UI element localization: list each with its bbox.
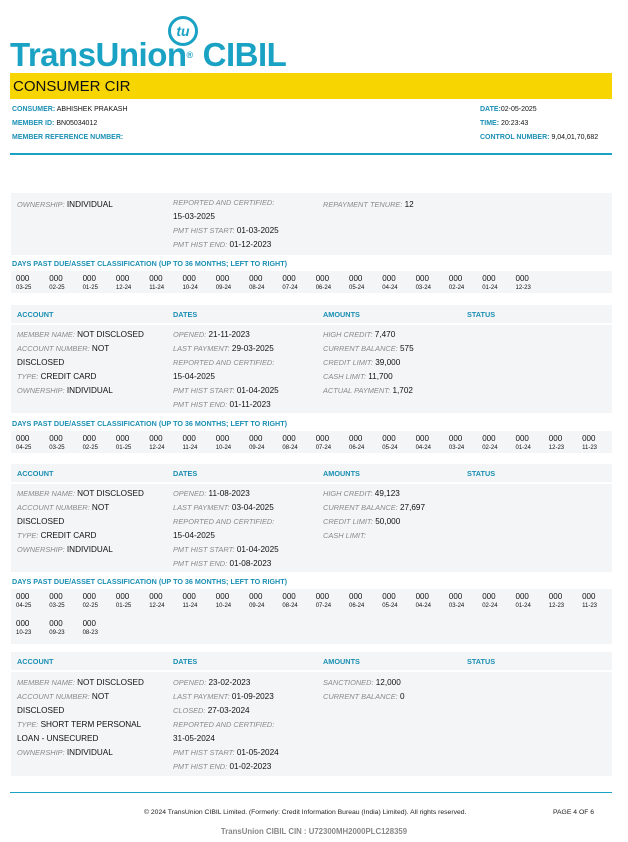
dpd-value: 000 <box>548 434 563 443</box>
dpd-month: 08-24 <box>249 285 265 291</box>
dpd-month: 06-24 <box>315 285 332 291</box>
dpd-value: 000 <box>215 274 230 283</box>
dpd-cell <box>216 592 246 611</box>
transunion-cibil-logo <box>10 14 300 73</box>
dpd-month: 06-24 <box>349 603 365 609</box>
dpd-value: 000 <box>215 592 230 601</box>
account-number-field: ACCOUNT NUMBER: NOT <box>17 503 110 512</box>
time-value: 20:23:43 <box>501 120 529 127</box>
time-row <box>480 120 528 127</box>
dpd-value: 000 <box>448 592 463 601</box>
account-header-1 <box>11 305 612 323</box>
account-heading: ACCOUNT <box>17 657 54 666</box>
dpd-cell <box>83 274 113 293</box>
ownership-field: OWNERSHIP: INDIVIDUAL <box>17 200 113 209</box>
date-row <box>480 106 537 113</box>
dpd-value: 000 <box>382 592 396 601</box>
dpd-month: 03-25 <box>16 285 32 291</box>
dpd-value: 000 <box>149 274 163 283</box>
control-row <box>480 134 598 141</box>
dpd-month: 05-24 <box>382 603 398 609</box>
dpd-cell <box>83 592 113 611</box>
consumer-value: ABHISHEK PRAKASH <box>56 106 128 113</box>
dpd-month: 02-24 <box>482 445 498 451</box>
pmt-start-field: PMT HIST START: 01-05-2024 <box>173 748 279 757</box>
current-balance-field: CURRENT BALANCE: 27,697 <box>323 503 426 512</box>
report-title-bar <box>10 73 612 99</box>
pmt-start-field: PMT HIST START: 01-04-2025 <box>173 386 279 395</box>
dpd-value: 000 <box>349 434 363 443</box>
time-label: TIME: <box>480 120 500 127</box>
footer-copyright: © 2024 TransUnion CIBIL Limited. (Formerly: Credit Information Bureau (India) Limited). All rights reserved. <box>144 809 467 816</box>
dpd-month: 02-25 <box>49 285 65 291</box>
dpd-month: 01-25 <box>82 285 98 291</box>
dpd-month: 03-25 <box>49 445 65 451</box>
dpd-cell <box>382 592 412 611</box>
member-name-field: MEMBER NAME: NOT DISCLOSED <box>17 489 144 498</box>
dpd-cell <box>83 434 113 453</box>
dpd-value: 000 <box>415 434 429 443</box>
dpd-month: 12-23 <box>515 285 531 291</box>
dpd-month: 09-24 <box>215 285 232 291</box>
pmt-end-field: PMT HIST END: 01-08-2023 <box>173 559 272 568</box>
last-payment-field: LAST PAYMENT: 29-03-2025 <box>173 344 274 353</box>
dpd-cell <box>549 592 579 611</box>
reported-value: 15-04-2025 <box>173 531 215 540</box>
dpd-cell <box>49 619 79 638</box>
dpd-value: 000 <box>548 592 563 601</box>
dpd-title-0: DAYS PAST DUE/ASSET CLASSIFICATION (UP TO 36 MONTHS; LEFT TO RIGHT) <box>12 259 288 268</box>
type-field: TYPE: CREDIT CARD <box>17 372 97 381</box>
dpd-month: 07-24 <box>315 603 332 609</box>
dpd-cell <box>516 274 546 293</box>
dpd-cell <box>382 274 412 293</box>
dpd-cell <box>482 434 512 453</box>
dpd-month: 03-24 <box>415 285 431 291</box>
dpd-month: 03-25 <box>49 603 65 609</box>
dpd-cell <box>16 592 46 611</box>
dpd-month: 07-24 <box>282 285 298 291</box>
dpd-month: 09-24 <box>249 445 265 451</box>
logo-transunion: TransUnion <box>10 36 187 73</box>
dpd-value: 000 <box>349 592 363 601</box>
dpd-value: 000 <box>149 592 163 601</box>
dpd-cell <box>249 434 279 453</box>
dpd-month: 04-24 <box>382 285 398 291</box>
dpd-month: 01-24 <box>515 445 531 451</box>
status-heading: STATUS <box>467 657 496 666</box>
reported-label: REPORTED AND CERTIFIED: <box>173 517 275 526</box>
pmt-end-field: PMT HIST END: 01-11-2023 <box>173 400 271 409</box>
dpd-cell <box>316 434 346 453</box>
dpd-cell <box>516 434 546 453</box>
dpd-value: 000 <box>49 619 63 628</box>
account-panel-0 <box>11 193 612 255</box>
dpd-value: 000 <box>249 434 263 443</box>
logo-wordmark <box>10 36 286 74</box>
member-name-field: MEMBER NAME: NOT DISCLOSED <box>17 330 144 339</box>
dpd-cell <box>16 274 46 293</box>
dpd-cell <box>249 274 279 293</box>
dpd-value: 000 <box>182 592 196 601</box>
dpd-month: 05-24 <box>382 445 398 451</box>
consumer-row <box>12 106 128 113</box>
sanctioned-field: SANCTIONED: 12,000 <box>323 678 401 687</box>
dpd-value: 000 <box>149 434 163 443</box>
dpd-cell <box>416 434 446 453</box>
dpd-value: 000 <box>82 592 96 601</box>
pmt-start-field: PMT HIST START: 01-04-2025 <box>173 545 279 554</box>
account-heading: ACCOUNT <box>17 310 54 319</box>
logo-reg-mark: ® <box>186 50 193 60</box>
dpd-month: 01-24 <box>515 603 531 609</box>
amounts-heading: AMOUNTS <box>323 469 360 478</box>
dates-heading: DATES <box>173 469 198 478</box>
control-value: 9,04,01,70,682 <box>551 134 599 141</box>
dpd-month: 11-24 <box>149 285 165 291</box>
dpd-cell <box>416 592 446 611</box>
dpd-value: 000 <box>315 434 330 443</box>
dpd-month: 02-24 <box>448 285 465 291</box>
account-number-cont: DISCLOSED <box>17 517 65 526</box>
logo-cibil: CIBIL <box>202 36 287 73</box>
type-field: TYPE: SHORT TERM PERSONAL <box>17 720 142 729</box>
type-field: TYPE: CREDIT CARD <box>17 531 97 540</box>
amounts-heading: AMOUNTS <box>323 310 360 319</box>
member-ref-row <box>12 134 123 141</box>
dpd-value: 000 <box>515 592 529 601</box>
dpd-value: 000 <box>115 274 130 283</box>
account-header-3 <box>11 652 612 670</box>
dpd-cell <box>549 434 579 453</box>
reported-label: REPORTED AND CERTIFIED: <box>173 198 275 207</box>
date-label: DATE: <box>480 106 501 113</box>
dpd-value: 000 <box>115 434 130 443</box>
dpd-value: 000 <box>115 592 130 601</box>
dpd-value: 000 <box>448 274 463 283</box>
dpd-month: 10-24 <box>215 603 232 609</box>
dpd-cell <box>482 592 512 611</box>
pmt-end-field: PMT HIST END: 01-02-2023 <box>173 762 272 771</box>
footer-cin: TransUnion CIBIL CIN : U72300MH2000PLC128359 <box>220 827 408 836</box>
dpd-month: 09-23 <box>49 630 65 636</box>
dpd-cell <box>282 274 312 293</box>
dpd-month: 01-25 <box>115 445 132 451</box>
tu-badge-icon: tu <box>168 16 198 46</box>
dpd-cell <box>349 274 379 293</box>
dpd-value: 000 <box>16 274 30 283</box>
dpd-month: 09-24 <box>249 603 265 609</box>
dpd-month: 08-24 <box>282 603 298 609</box>
dpd-month: 04-25 <box>16 445 32 451</box>
dpd-cell <box>83 619 113 638</box>
footer-divider <box>10 792 612 793</box>
ownership-field: OWNERSHIP: INDIVIDUAL <box>17 545 113 554</box>
dpd-cell <box>116 274 146 293</box>
dpd-cell <box>216 434 246 453</box>
dpd-cell <box>149 592 179 611</box>
dpd-value: 000 <box>582 592 596 601</box>
dpd-cell <box>449 592 479 611</box>
status-heading: STATUS <box>467 469 496 478</box>
dpd-cell <box>482 274 512 293</box>
repayment-tenure-field: REPAYMENT TENURE: 12 <box>323 200 414 209</box>
ownership-field: OWNERSHIP: INDIVIDUAL <box>17 748 113 757</box>
reported-label: REPORTED AND CERTIFIED: <box>173 358 275 367</box>
account-number-cont: DISCLOSED <box>17 706 65 715</box>
dpd-value: 000 <box>515 274 529 283</box>
dpd-cell <box>183 434 213 453</box>
dpd-value: 000 <box>282 592 296 601</box>
dpd-cell <box>216 274 246 293</box>
dpd-value: 000 <box>82 274 96 283</box>
dpd-month: 05-24 <box>349 285 365 291</box>
dpd-bar-0 <box>11 271 612 293</box>
high-credit-field: HIGH CREDIT: 49,123 <box>323 489 400 498</box>
dates-heading: DATES <box>173 657 198 666</box>
dpd-cell <box>516 592 546 611</box>
reported-label: REPORTED AND CERTIFIED: <box>173 720 275 729</box>
dpd-cell <box>49 274 79 293</box>
dpd-cell <box>249 592 279 611</box>
dpd-cell <box>282 592 312 611</box>
opened-field: OPENED: 23-02-2023 <box>173 678 251 687</box>
dpd-cell <box>416 274 446 293</box>
dpd-month: 12-24 <box>149 445 165 451</box>
dates-heading: DATES <box>173 310 198 319</box>
dpd-value: 000 <box>315 274 330 283</box>
dpd-month: 11-24 <box>182 603 198 609</box>
account-number-field: ACCOUNT NUMBER: NOT <box>17 692 110 701</box>
dpd-month: 10-24 <box>215 445 232 451</box>
dpd-month: 01-24 <box>482 285 498 291</box>
dpd-month: 11-23 <box>582 445 597 451</box>
dpd-month: 12-23 <box>548 445 565 451</box>
dpd-month: 12-24 <box>149 603 165 609</box>
dpd-month: 02-25 <box>82 603 98 609</box>
dpd-month: 04-25 <box>16 603 32 609</box>
dpd-value: 000 <box>415 592 429 601</box>
dpd-cell <box>349 434 379 453</box>
dpd-month: 08-24 <box>282 445 298 451</box>
dpd-cell <box>183 274 213 293</box>
dpd-month: 02-24 <box>482 603 498 609</box>
dpd-value: 000 <box>349 274 363 283</box>
account-panel-2 <box>11 484 612 572</box>
dpd-title-2: DAYS PAST DUE/ASSET CLASSIFICATION (UP TO 36 MONTHS; LEFT TO RIGHT) <box>12 577 288 586</box>
dpd-cell <box>149 434 179 453</box>
closed-field: CLOSED: 27-03-2024 <box>173 706 250 715</box>
dpd-month: 08-23 <box>82 630 98 636</box>
dpd-value: 000 <box>82 619 96 628</box>
reported-value: 15-04-2025 <box>173 372 215 381</box>
dpd-month: 04-24 <box>415 603 431 609</box>
report-title: CONSUMER CIR <box>13 78 131 95</box>
dpd-value: 000 <box>482 434 496 443</box>
dpd-value: 000 <box>49 434 63 443</box>
dpd-cell <box>316 274 346 293</box>
last-payment-field: LAST PAYMENT: 03-04-2025 <box>173 503 274 512</box>
dpd-value: 000 <box>249 274 263 283</box>
account-panel-3 <box>11 672 612 776</box>
member-ref-label: MEMBER REFERENCE NUMBER: <box>12 134 124 141</box>
dpd-cell <box>16 619 46 638</box>
cash-limit-field: CASH LIMIT: 11,700 <box>323 372 393 381</box>
dpd-value: 000 <box>415 274 429 283</box>
dpd-bar-1 <box>11 431 612 453</box>
member-id-label: MEMBER ID: <box>12 120 55 127</box>
dpd-value: 000 <box>382 434 396 443</box>
dpd-bar-2 <box>11 589 612 644</box>
account-header-2 <box>11 464 612 482</box>
dpd-month: 03-24 <box>448 445 465 451</box>
dpd-value: 000 <box>282 434 296 443</box>
credit-limit-field: CREDIT LIMIT: 50,000 <box>323 517 401 526</box>
date-value: 02-05-2025 <box>500 106 537 113</box>
dpd-month: 03-24 <box>448 603 465 609</box>
dpd-month: 12-24 <box>115 285 132 291</box>
current-balance-field: CURRENT BALANCE: 575 <box>323 344 414 353</box>
member-id-row <box>12 120 97 127</box>
dpd-value: 000 <box>282 274 296 283</box>
dpd-month: 10-24 <box>182 285 198 291</box>
header-divider <box>10 153 612 155</box>
dpd-cell <box>116 434 146 453</box>
dpd-value: 000 <box>49 592 63 601</box>
credit-limit-field: CREDIT LIMIT: 39,000 <box>323 358 401 367</box>
control-label: CONTROL NUMBER: <box>480 134 550 141</box>
dpd-month: 07-24 <box>315 445 332 451</box>
amounts-heading: AMOUNTS <box>323 657 360 666</box>
dpd-value: 000 <box>16 592 30 601</box>
account-number-cont: DISCLOSED <box>17 358 65 367</box>
pmt-start-field: PMT HIST START: 01-03-2025 <box>173 226 279 235</box>
dpd-cell <box>49 592 79 611</box>
dpd-value: 000 <box>49 274 63 283</box>
dpd-value: 000 <box>16 619 30 628</box>
dpd-value: 000 <box>448 434 463 443</box>
dpd-month: 04-24 <box>415 445 431 451</box>
account-heading: ACCOUNT <box>17 469 54 478</box>
dpd-value: 000 <box>249 592 263 601</box>
consumer-label: CONSUMER: <box>12 106 56 113</box>
dpd-month: 11-24 <box>182 445 198 451</box>
pmt-end-field: PMT HIST END: 01-12-2023 <box>173 240 272 249</box>
dpd-cell <box>449 274 479 293</box>
account-panel-1 <box>11 325 612 413</box>
dpd-cell <box>49 434 79 453</box>
dpd-month: 10-23 <box>16 630 32 636</box>
dpd-cell <box>582 434 612 453</box>
dpd-month: 02-25 <box>82 445 98 451</box>
dpd-month: 11-23 <box>582 603 597 609</box>
footer-page-number: PAGE 4 OF 6 <box>553 809 595 816</box>
dpd-cell <box>382 434 412 453</box>
dpd-value: 000 <box>215 434 230 443</box>
dpd-cell <box>316 592 346 611</box>
opened-field: OPENED: 21-11-2023 <box>173 330 250 339</box>
dpd-cell <box>16 434 46 453</box>
dpd-value: 000 <box>16 434 30 443</box>
dpd-value: 000 <box>315 592 330 601</box>
dpd-month: 01-25 <box>115 603 132 609</box>
opened-field: OPENED: 11-08-2023 <box>173 489 250 498</box>
ownership-field: OWNERSHIP: INDIVIDUAL <box>17 386 113 395</box>
dpd-value: 000 <box>582 434 596 443</box>
dpd-cell <box>116 592 146 611</box>
dpd-cell <box>282 434 312 453</box>
cash-limit-field: CASH LIMIT: <box>323 531 366 540</box>
status-heading: STATUS <box>467 310 496 319</box>
dpd-cell <box>149 274 179 293</box>
dpd-value: 000 <box>515 434 529 443</box>
dpd-value: 000 <box>382 274 396 283</box>
dpd-value: 000 <box>182 274 196 283</box>
dpd-value: 000 <box>182 434 196 443</box>
dpd-month: 06-24 <box>349 445 365 451</box>
dpd-cell <box>582 592 612 611</box>
dpd-value: 000 <box>482 592 496 601</box>
current-balance-field: CURRENT BALANCE: 0 <box>323 692 405 701</box>
dpd-cell <box>349 592 379 611</box>
member-id-value: BN05034012 <box>56 120 98 127</box>
high-credit-field: HIGH CREDIT: 7,470 <box>323 330 396 339</box>
dpd-value: 000 <box>482 274 496 283</box>
member-name-field: MEMBER NAME: NOT DISCLOSED <box>17 678 144 687</box>
dpd-value: 000 <box>82 434 96 443</box>
reported-value: 31-05-2024 <box>173 734 215 743</box>
type-cont: LOAN - UNSECURED <box>17 734 99 743</box>
account-number-field: ACCOUNT NUMBER: NOT <box>17 344 110 353</box>
dpd-cell <box>449 434 479 453</box>
last-payment-field: LAST PAYMENT: 01-09-2023 <box>173 692 274 701</box>
dpd-month: 12-23 <box>548 603 565 609</box>
dpd-cell <box>183 592 213 611</box>
dpd-title-1: DAYS PAST DUE/ASSET CLASSIFICATION (UP TO 36 MONTHS; LEFT TO RIGHT) <box>12 419 288 428</box>
reported-value: 15-03-2025 <box>173 212 215 221</box>
actual-payment-field: ACTUAL PAYMENT: 1,702 <box>323 386 413 395</box>
